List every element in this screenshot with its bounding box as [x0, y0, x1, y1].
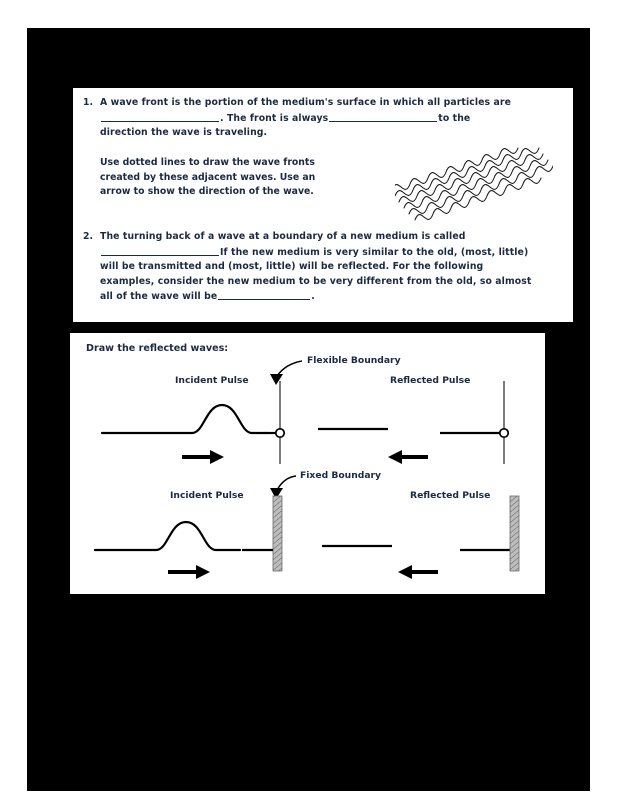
instruction-line-2: created by these adjacent waves. Use an [100, 171, 316, 183]
label-fixed-boundary: Fixed Boundary [300, 470, 382, 481]
question-1-text [100, 96, 565, 141]
question-1-line-2-tail: to the [438, 112, 471, 124]
arrow-right-icon-bottom [168, 565, 210, 579]
answer-blank-2b[interactable] [218, 289, 310, 300]
answer-blank-1b[interactable] [329, 111, 437, 122]
question-2-number: 2. [83, 231, 94, 242]
question-1-line-3: direction the wave is traveling. [100, 127, 268, 139]
instruction-line-3: arrow to show the direction of the wave. [100, 186, 314, 198]
incident-pulse-waveform-bottom [95, 522, 240, 550]
fixed-boundary-wall-left [273, 496, 282, 571]
fixed-boundary-wall-right [510, 496, 519, 571]
answer-blank-1a[interactable] [101, 111, 219, 122]
ring-icon-right [500, 429, 508, 437]
diagram-graphics [70, 333, 545, 594]
label-reflected-pulse-bottom: Reflected Pulse [410, 490, 491, 501]
arrow-right-icon-top [182, 450, 224, 464]
question-2-line-5: all of the wave will be [100, 291, 218, 303]
question-2-line-4: examples, consider the new medium to be very different from the old, so almost [100, 275, 532, 287]
label-incident-pulse-top: Incident Pulse [175, 375, 249, 386]
answer-blank-2a[interactable] [101, 245, 219, 256]
curved-pointer-fixed-icon [270, 476, 296, 499]
questions-panel [73, 88, 573, 322]
label-reflected-pulse-top: Reflected Pulse [390, 375, 471, 386]
question-1-line-2: . The front is always [220, 112, 329, 124]
instruction-block [100, 156, 340, 200]
ring-icon-left [276, 429, 284, 437]
instruction-line-1: Use dotted lines to draw the wave fronts [100, 157, 315, 168]
arrow-left-icon-top [388, 450, 428, 464]
question-1-line-1: A wave front is the portion of the medium's surface in which all particles are [100, 97, 511, 108]
question-1-number: 1. [83, 97, 94, 108]
incident-pulse-waveform-top [102, 405, 268, 433]
question-2 [83, 230, 565, 307]
arrow-left-icon-bottom [398, 565, 438, 579]
question-2-line-2: If the new medium is very similar to the old, (most, little) [220, 246, 529, 258]
question-2-line-3: will be transmitted and (most, little) will be reflected. For the following [100, 261, 484, 273]
curved-pointer-flexible-icon [270, 361, 302, 385]
diagram-panel [70, 333, 545, 594]
wave-fronts-doodle [395, 136, 553, 221]
label-incident-pulse-bottom: Incident Pulse [170, 490, 244, 501]
diagram-title: Draw the reflected waves: [86, 343, 229, 354]
label-flexible-boundary: Flexible Boundary [307, 355, 401, 366]
question-2-text [100, 230, 565, 305]
question-2-line-1: The turning back of a wave at a boundary of a new medium is called [100, 231, 466, 242]
question-2-line-5-tail: . [311, 291, 315, 303]
